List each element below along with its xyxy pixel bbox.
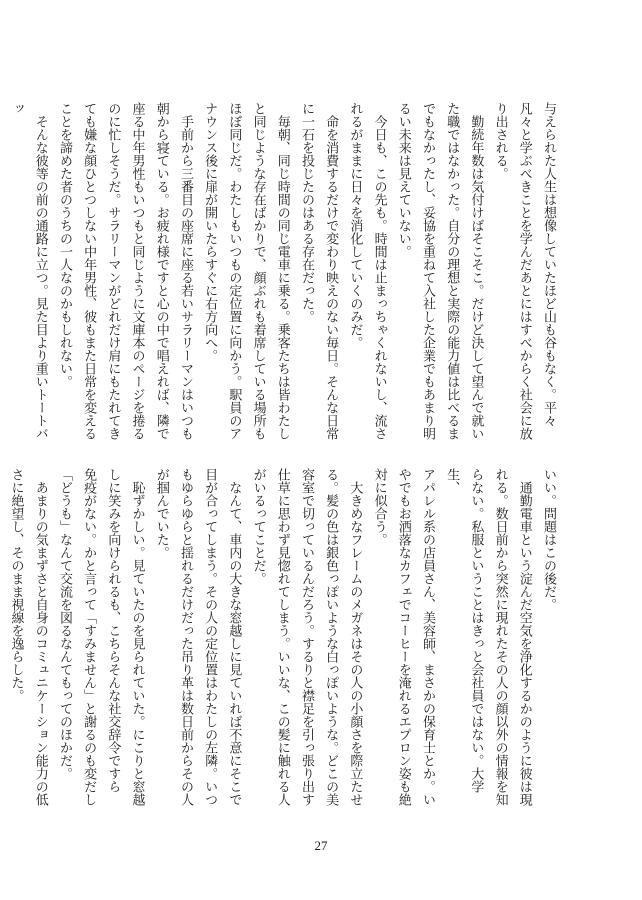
text-line: れるがままに日々を消化していくのみだ。 bbox=[347, 102, 363, 349]
text-line: 朝から寝ている。お疲れ様ですと心の中で唱えれば、隣で bbox=[153, 102, 169, 440]
text-line: が掴んでいた。 bbox=[153, 468, 169, 559]
text-line: でもなかったし、妥協を重ねて入社した企業でもあまり明 bbox=[419, 102, 435, 440]
text-line: いい。問題はこの後だ。 bbox=[541, 468, 556, 611]
text-line: 免疫がない。かと言って「すみません」と謝るのも変だし bbox=[81, 468, 97, 806]
text-line: さに絶望し、そのまま視線を逸らした。 bbox=[8, 468, 24, 702]
text-line: 目が合ってしまう。その人の定位置はわたしの左隣。いつ bbox=[202, 468, 218, 806]
text-line: と同じような存在ばかりで、顔ぶれも着席している場所も bbox=[250, 102, 266, 440]
text-line: 仕草に思わず見惚れてしまう。いいな、この髪に触れる人 bbox=[274, 468, 290, 806]
text-line: 通勤電車という淀んだ空気を浄化するかのように彼は現 bbox=[516, 468, 532, 806]
upper-text-block bbox=[8, 102, 560, 442]
text-line: 与えられた人生は想像していたほど山も谷もなく。平々 bbox=[541, 102, 556, 427]
text-line: 勤続年数は気付けばそこそこ。だけど決して望んで就い bbox=[468, 102, 484, 440]
text-line: やでもお洒落なカフェでコーヒーを淹れるエプロン姿も絶 bbox=[395, 468, 411, 806]
text-line: 「どうも」なんて交流を図るなんてもってのほかだ。 bbox=[56, 468, 72, 780]
text-line bbox=[0, 102, 3, 442]
text-line: た職ではなかった。自分の理想と実際の能力値は比べるま bbox=[444, 102, 460, 440]
text-line: のに忙しそうだ。サラリーマンがどれだけ肩にもたれてき bbox=[105, 102, 121, 440]
text-line: る。髪の色は銀色っぽいような白っぽいような。どこの美 bbox=[323, 468, 339, 806]
text-line: しに笑みを向けられるも、こちらそんな社交辞令ですら bbox=[105, 468, 121, 793]
text-line: 容室で切っているんだろう。するりと襟足を引っ張り出す bbox=[298, 468, 314, 806]
text-line: もゆらゆらと揺れるだけだった吊り革は数日前からその人 bbox=[177, 468, 193, 806]
text-line: がいるってことだ。 bbox=[250, 468, 266, 585]
text-line: なんて、車内の大きな窓越しに見ていれば不意にそこで bbox=[226, 468, 242, 806]
text-line: ほぼ同じだ。わたしもいつもの定位置に向かう。駅員のア bbox=[226, 102, 242, 440]
text-line: アパレル系の店員さん、美容師、まさかの保育士とか。い bbox=[419, 468, 435, 806]
lower-text-block bbox=[8, 468, 560, 808]
text-line: 恥ずかしい。見ていたのを見られていた。にこりと窓越 bbox=[129, 468, 145, 806]
text-line: 対に似合う。 bbox=[371, 468, 387, 546]
text-line: 大きめなフレームのメガネはその人の小顔さを際立たせ bbox=[347, 468, 363, 806]
text-line: らない。私服ということはきっと会社員ではない。大学生、 bbox=[444, 468, 484, 793]
text-line: あまりの気まずさと自身のコミュニケーション能力の低 bbox=[32, 468, 48, 806]
text-line bbox=[0, 468, 3, 808]
text-line: 手前から三番目の座席に座る若いサラリーマンはいつも bbox=[177, 102, 193, 440]
text-line: 今日も、この先も。時間は止まっちゃくれないし、流さ bbox=[371, 102, 387, 440]
text-line: り出される。 bbox=[492, 102, 508, 180]
text-line: ことを諦めた者のうちの一人なのかもしれない。 bbox=[56, 102, 72, 388]
text-line: 凡々と学ぶべきことを学んだあとにはすべからく社会に放 bbox=[516, 102, 532, 440]
text-line: に一石を投じたのはある存在だった。 bbox=[298, 102, 314, 323]
page-number: 27 bbox=[314, 838, 328, 853]
text-line: そんな彼等の前の通路に立つ。見た目より重いトートバッ bbox=[8, 102, 48, 440]
text-line: 毎朝、同じ時間の同じ電車に乗る。乗客たちは皆わたし bbox=[274, 102, 290, 440]
text-line: るい未来は見えていない。 bbox=[395, 102, 411, 258]
text-line: 命を消費するだけで変わり映えのない毎日。そんな日常 bbox=[323, 102, 339, 440]
text-line: れる。数日前から突然に現れたその人の顔以外の情報を知 bbox=[492, 468, 508, 806]
text-line: ナウンス後に扉が開いたらすぐに右方向へ。 bbox=[202, 102, 218, 362]
text-line: 座る中年男性もいつもと同じように文庫本のページを捲る bbox=[129, 102, 145, 440]
text-line: ても嫌な顔ひとつしない中年男性、彼もまた日常を変える bbox=[81, 102, 97, 440]
